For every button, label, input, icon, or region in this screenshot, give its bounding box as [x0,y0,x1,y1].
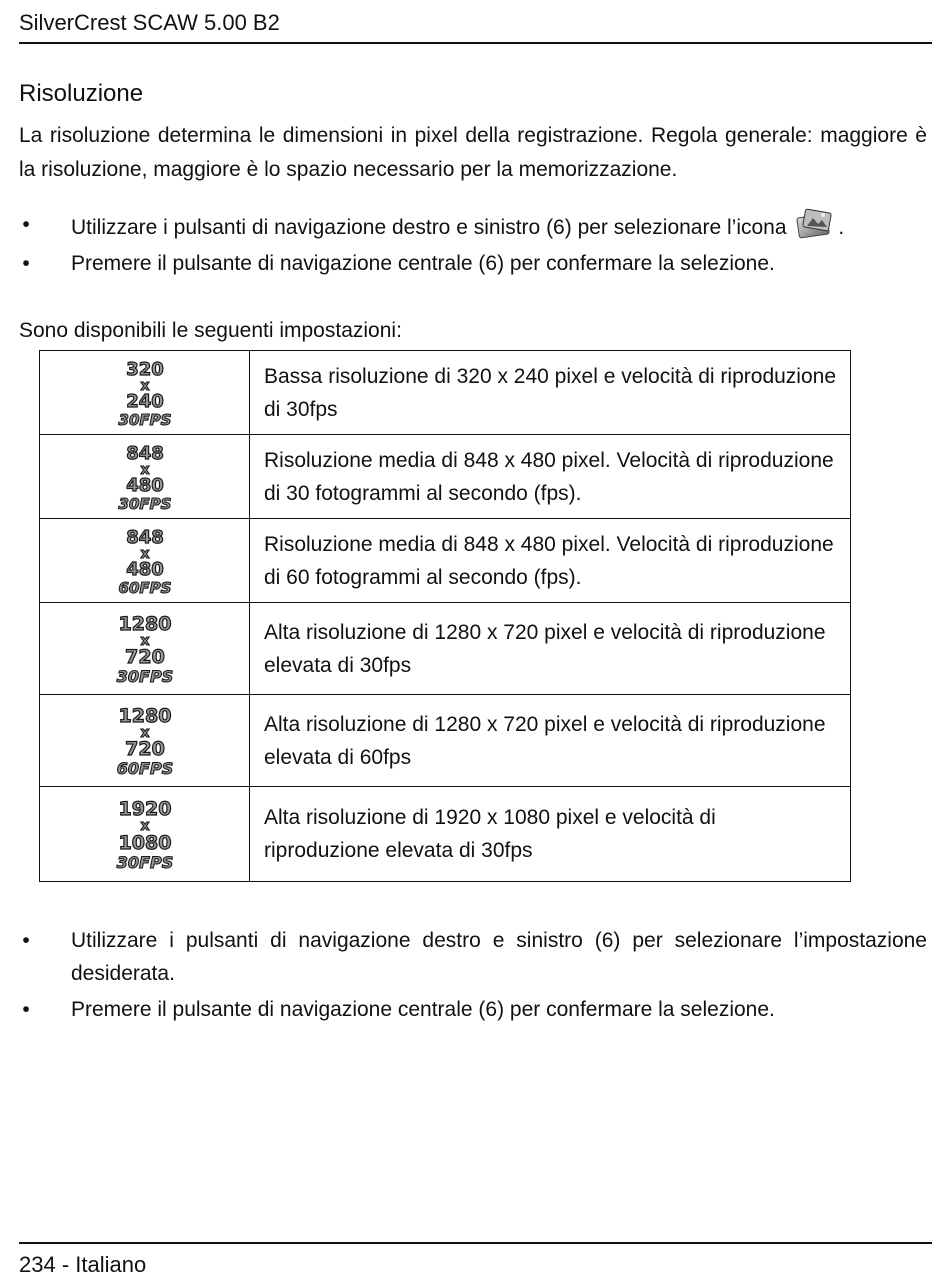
icon-line-width: 1920 [118,798,171,820]
icon-line-fps: 30FPS [116,666,173,686]
section-title: Risoluzione [19,80,144,107]
icon-line-fps: 30FPS [118,494,171,513]
intro-paragraph: La risoluzione determina le dimensioni in pixel della registrazione. Regola generale: maggiore è la risoluzione, maggiore è lo spazio necessario per la memorizzazione. [19,124,927,181]
icon-line-x: x [139,377,150,394]
resolution-1280x720-30fps-icon [103,611,187,687]
table-row [40,519,851,603]
resolution-848x480-30fps-icon [105,441,185,513]
resolution-icon-cell [40,519,250,603]
icon-line-height: 720 [124,737,165,760]
resolution-description: Alta risoluzione di 1280 x 720 pixel e velocità di riproduzione elevata di 30fps [250,603,851,695]
icon-line-width: 848 [125,442,164,464]
icon-line-fps: 30FPS [118,410,171,429]
resolution-description: Risoluzione media di 848 x 480 pixel. Velocità di riproduzione di 60 fotogrammi al secondo (fps). [250,519,851,603]
table-row [40,435,851,519]
icon-line-width: 1280 [118,704,171,727]
icon-line-fps: 30FPS [116,853,173,872]
icon-line-width: 320 [125,358,164,380]
resolution-description: Risoluzione media di 848 x 480 pixel. Velocità di riproduzione di 30 fotogrammi al secondo (fps). [250,435,851,519]
header-title: SilverCrest SCAW 5.00 B2 [19,10,280,35]
list-item [19,993,927,1026]
table-row [40,695,851,787]
resolution-icon-cell [40,787,250,882]
resolution-1280x720-60fps-icon [103,703,187,779]
step-text-end: . [838,216,845,239]
resolution-848x480-60fps-icon [105,525,185,597]
resolution-description: Alta risoluzione di 1280 x 720 pixel e velocità di riproduzione elevata di 60fps [250,695,851,787]
icon-line-x: x [139,818,150,834]
resolution-icon-cell [40,695,250,787]
steps-top-list [19,208,927,280]
icon-line-height: 1080 [118,832,171,854]
step-text: Premere il pulsante di navigazione centrale (6) per confermare la selezione. [71,998,775,1021]
step-text: Premere il pulsante di navigazione centrale (6) per confermare la selezione. [71,252,775,275]
icon-line-x: x [139,632,150,649]
icon-line-fps: 60FPS [118,578,171,597]
bullet-icon: • [22,252,30,275]
list-item [19,208,927,244]
resolution-icon-cell [40,351,250,435]
resolution-description: Bassa risoluzione di 320 x 240 pixel e velocità di riproduzione di 30fps [250,351,851,435]
resolution-320x240-30fps-icon [105,357,185,429]
icon-line-x: x [139,545,150,562]
icon-line-height: 480 [125,474,164,496]
step-text: Utilizzare i pulsanti di navigazione destro e sinistro (6) per selezionare l’impostazione desiderata. [71,929,927,985]
icon-line-x: x [139,724,150,741]
page-header [19,6,932,44]
icon-line-height: 240 [125,390,164,412]
steps-bottom-list [19,924,927,1026]
resolution-icon-cell [40,435,250,519]
icon-line-height: 720 [124,645,165,668]
table-row [40,787,851,882]
table-row [40,603,851,695]
settings-table [39,350,851,882]
icon-line-fps: 60FPS [116,758,173,778]
icon-line-width: 848 [125,526,164,548]
icon-line-width: 1280 [118,612,171,635]
bullet-icon: • [22,998,30,1021]
icon-line-height: 480 [125,558,164,580]
resolution-photo-icon [794,208,834,240]
resolution-icon-cell [40,603,250,695]
available-settings-label: Sono disponibili le seguenti impostazioni: [19,319,402,342]
resolution-description: Alta risoluzione di 1920 x 1080 pixel e velocità di riproduzione elevata di 30fps [250,787,851,882]
page-footer [19,1242,932,1282]
resolution-1920x1080-30fps-icon [102,795,188,873]
bullet-icon: • [22,929,30,952]
list-item [19,247,927,280]
page-number: 234 - Italiano [19,1252,147,1277]
step-text: Utilizzare i pulsanti di navigazione destro e sinistro (6) per selezionare l’icona [71,216,787,239]
bullet-icon: • [22,213,30,236]
icon-line-x: x [139,461,150,478]
table-row [40,351,851,435]
list-item [19,924,927,990]
